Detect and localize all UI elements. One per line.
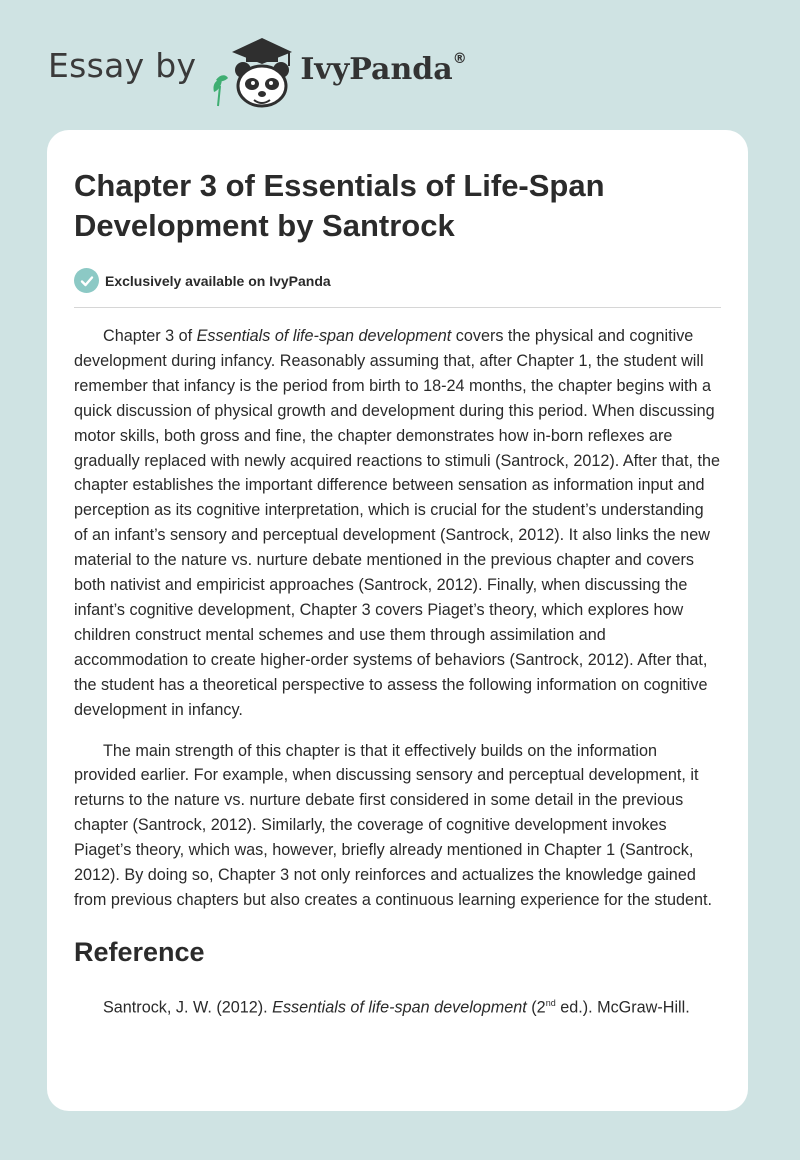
- exclusive-badge: [74, 268, 721, 308]
- badge-label: Exclusively available on IvyPanda: [105, 272, 331, 289]
- p1-book-title: Essentials of life-span development: [196, 327, 452, 345]
- leaf-icon: [214, 75, 229, 106]
- check-circle-icon: [74, 268, 99, 293]
- p1-text-c: covers the physical and cognitive development during infancy. Reasonably assuming that, after Chapter 1, the student will remember that infancy is the period from birth to 18-24 months, the chapter begins with a quick discussion of physical growth and development during this period. When discussing motor skills, both gross and fine, the chapter demonstrates how in-born reflexes are gradually replaced with newly acquired reactions to stimuli (Santrock, 2012). After that, the chapter establishes the important difference between sensation as information input and perception as its cognitive interpretation, which is crucial for the student’s understanding of an infant’s sensory and perceptual development (Santrock, 2012). It also links the new material to the nature vs. nurture debate mentioned in the previous chapter and covers both nativist and empiricist approaches (Santrock, 2012). Finally, when discussing the infant’s cognitive development, Chapter 3 covers Piaget’s theory, which explores how children construct mental schemes and use them through assimilation and accommodation to create higher-order systems of behaviors (Santrock, 2012). After that, the student has a theoretical perspective to assess the following information on cognitive development in infancy.: [74, 327, 721, 719]
- page-title: Chapter 3 of Essentials of Life-Span Development by Santrock: [74, 168, 605, 243]
- brand-name[interactable]: [300, 51, 466, 87]
- ref-book-title: Essentials of life-span development: [272, 998, 527, 1017]
- reference-entry: [74, 991, 721, 1019]
- brand-text: IvyPanda: [300, 52, 453, 87]
- body-paragraph-1: [74, 324, 721, 723]
- body-paragraph-2: The main strength of this chapter is that it effectively builds on the information provided earlier. For example, when discussing sensory and perceptual development, it returns to the nature vs. nurture debate first considered in some detail in the previous chapter (Santrock, 2012). Similarly, the coverage of cognitive development invokes Piaget’s theory, which was, however, briefly already mentioned in Chapter 1 (Santrock, 2012). By doing so, Chapter 3 not only reinforces and actualizes the knowledge gained from previous chapters but also creates a continuous learning experience for the student.: [74, 741, 712, 909]
- site-header: [48, 30, 468, 110]
- ref-edition-sup: nd: [545, 997, 556, 1008]
- ref-text-d: ed.). McGraw-Hill.: [555, 998, 690, 1017]
- p1-text-a: Chapter 3 of: [103, 327, 197, 345]
- ref-text-a: Santrock, J. W. (2012).: [103, 998, 273, 1017]
- panda-logo-icon[interactable]: [206, 30, 298, 110]
- essay-by-label: Essay by: [48, 45, 197, 85]
- ref-text-c: (2: [526, 998, 546, 1017]
- essay-card: [47, 130, 748, 1111]
- registered-mark: ®: [452, 51, 467, 67]
- reference-heading: Reference: [74, 936, 205, 967]
